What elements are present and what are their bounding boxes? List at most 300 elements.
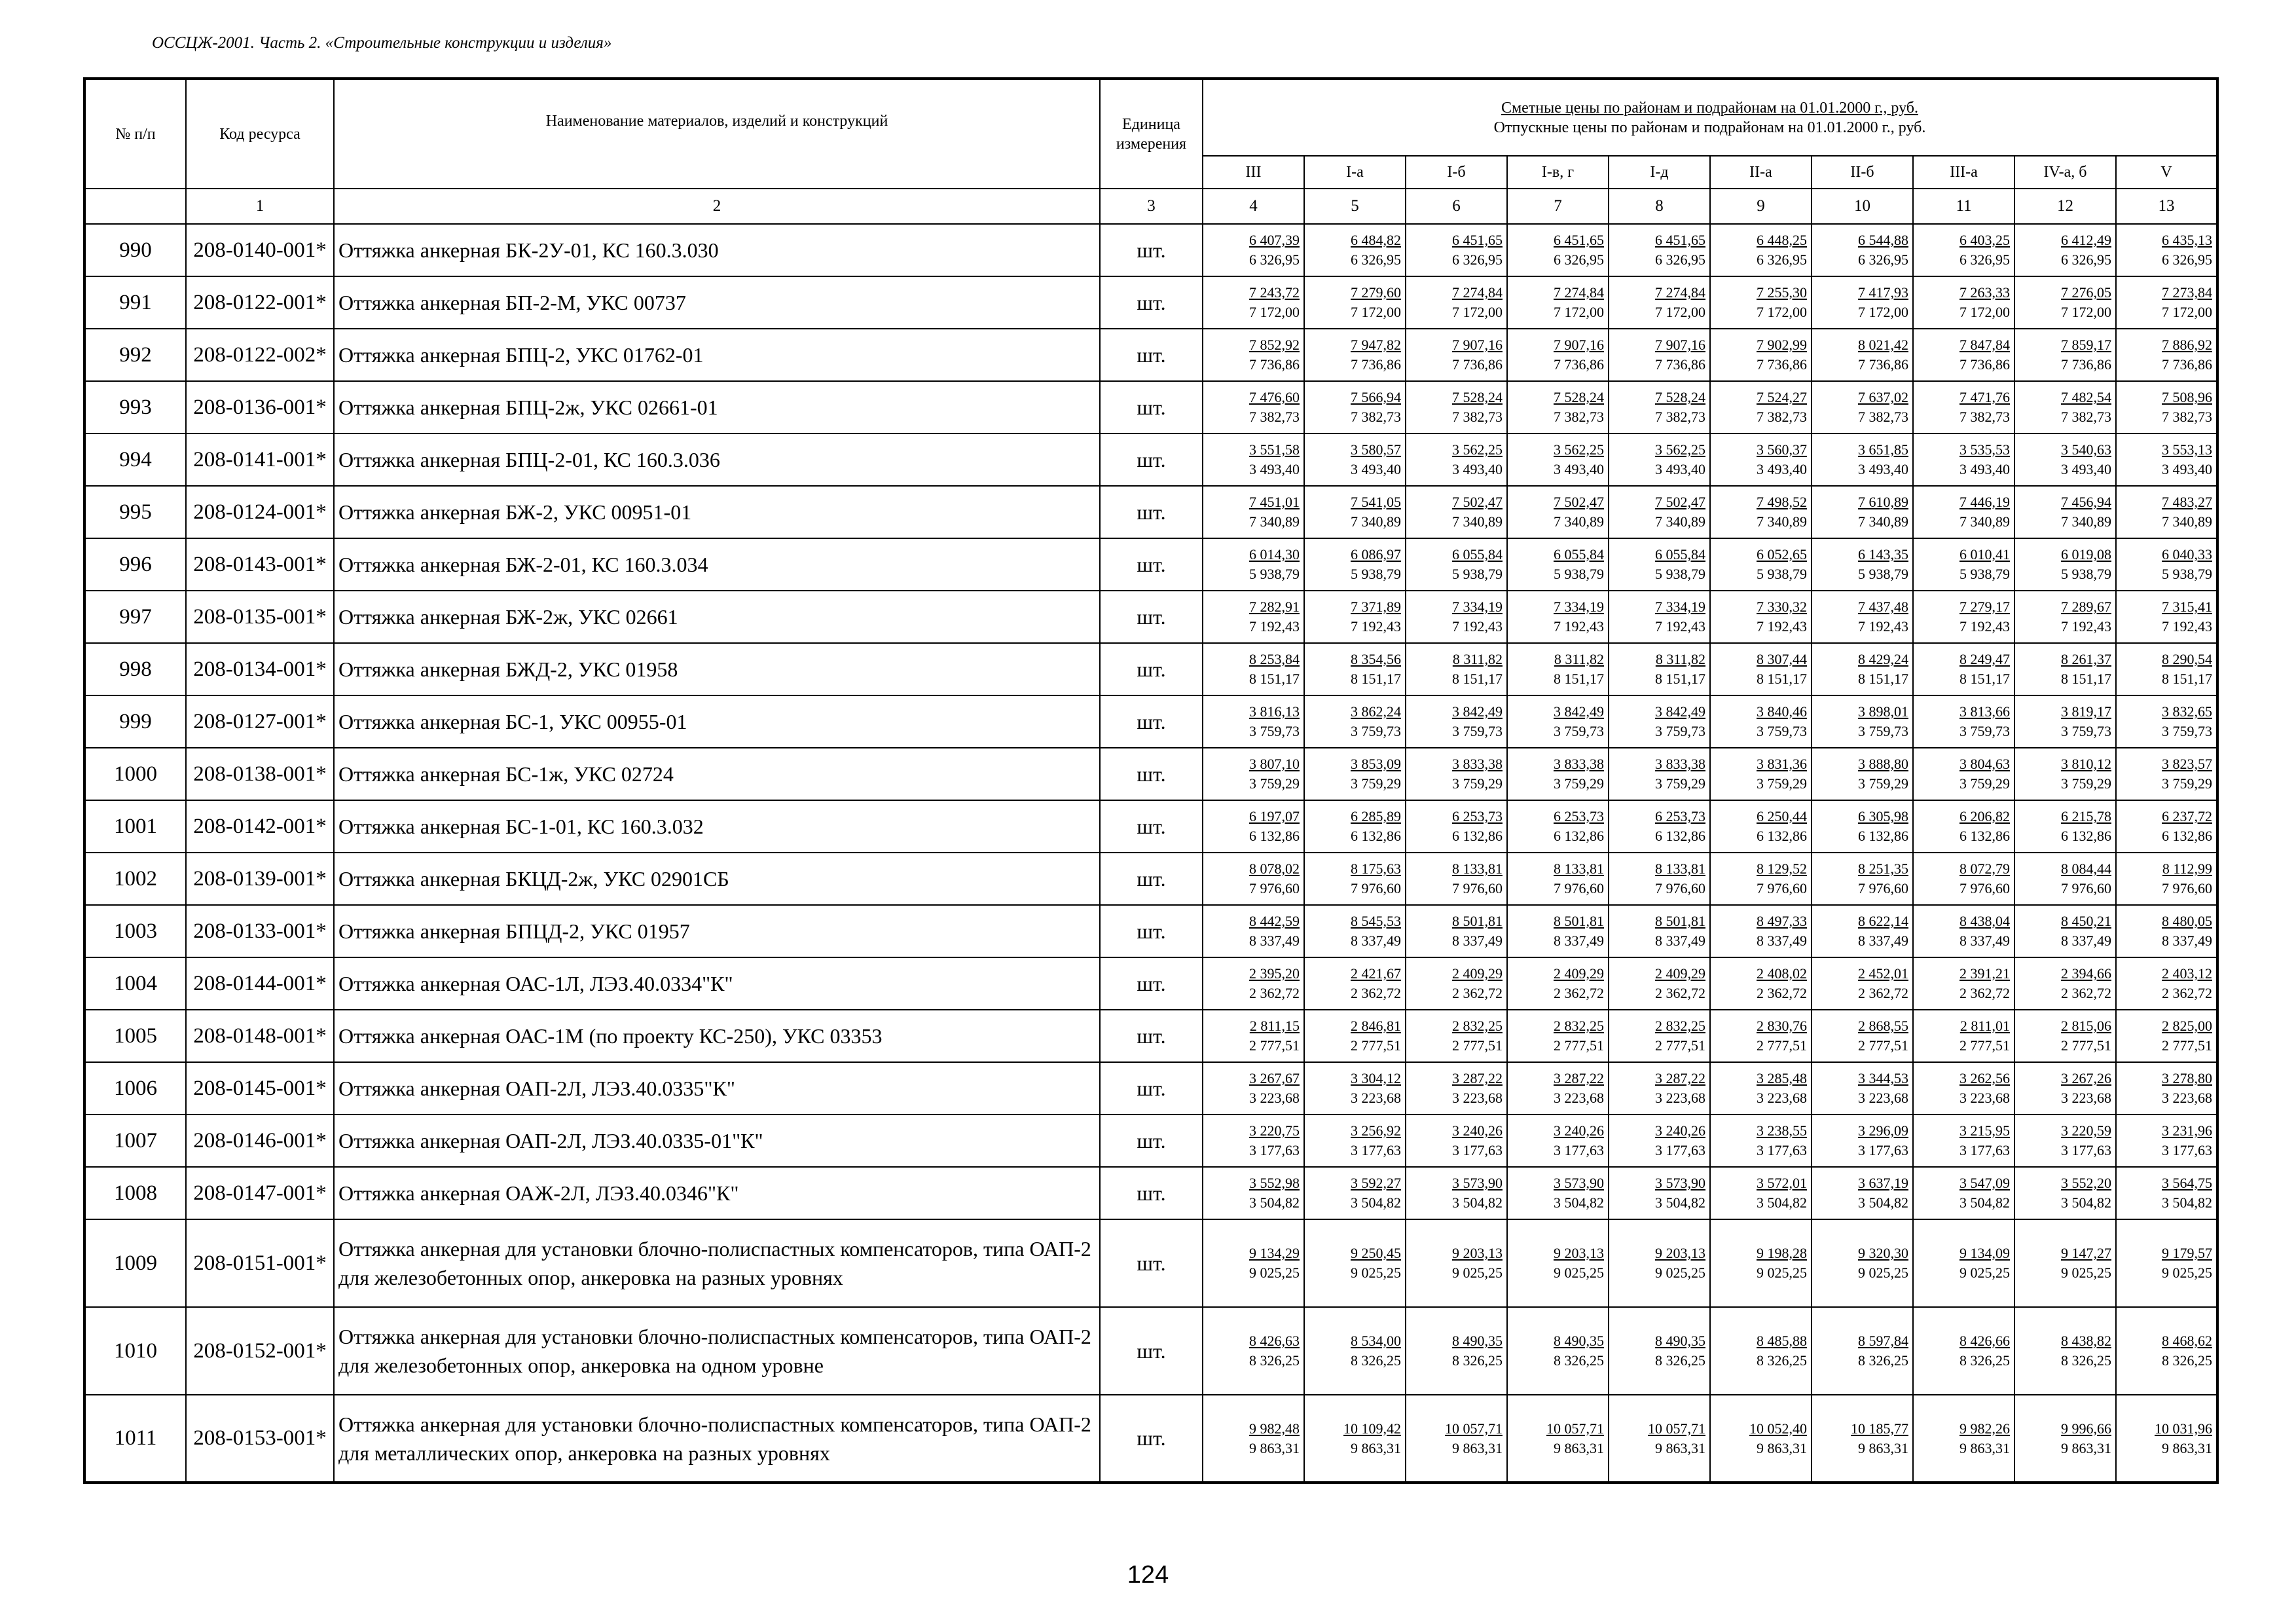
release-price: 2 362,72 <box>1757 985 1807 1001</box>
release-price: 3 223,68 <box>1858 1090 1908 1106</box>
price-cell <box>2014 695 2116 748</box>
estimated-price: 3 287,22 <box>1554 1070 1604 1086</box>
estimated-price: 8 307,44 <box>1757 651 1807 667</box>
release-price: 3 177,63 <box>1452 1142 1503 1158</box>
price-cell <box>1406 224 1507 276</box>
estimated-price: 3 832,65 <box>2162 703 2212 720</box>
header-prices-line1: Сметные цены по районам и подрайонам на 01.01.2000 г., руб. <box>1501 99 1919 117</box>
estimated-price: 2 391,21 <box>1959 965 2010 982</box>
price-cell <box>1304 486 1406 538</box>
release-price: 3 504,82 <box>1351 1194 1401 1211</box>
header-prices-line2: Отпускные цены по районам и подрайонам на 01.01.2000 г., руб. <box>1493 119 1926 136</box>
estimated-price: 7 502,47 <box>1452 494 1503 510</box>
estimated-price: 8 450,21 <box>2061 913 2111 929</box>
estimated-price: 10 109,42 <box>1343 1420 1401 1437</box>
resource-code: 208-0142-001* <box>186 800 334 853</box>
price-cell <box>1609 591 1710 643</box>
price-cell <box>1304 538 1406 591</box>
release-price: 8 337,49 <box>1757 932 1807 949</box>
resource-code: 208-0122-001* <box>186 276 334 329</box>
price-cell <box>1406 591 1507 643</box>
release-price: 7 736,86 <box>2061 356 2111 373</box>
price-cell <box>1304 853 1406 905</box>
release-price: 3 759,29 <box>2162 775 2212 792</box>
header-unit: Единица измерения <box>1100 79 1203 189</box>
price-cell <box>1913 695 2014 748</box>
release-price: 7 976,60 <box>1554 880 1604 896</box>
release-price: 2 777,51 <box>1757 1037 1807 1054</box>
price-cell <box>1913 591 2014 643</box>
row-number: 1001 <box>84 800 186 853</box>
release-price: 6 132,86 <box>2162 828 2212 844</box>
release-price: 3 177,63 <box>1959 1142 2010 1158</box>
release-price: 7 736,86 <box>1452 356 1503 373</box>
release-price: 3 493,40 <box>1452 461 1503 477</box>
release-price: 3 177,63 <box>1858 1142 1908 1158</box>
release-price: 8 326,25 <box>1249 1352 1300 1369</box>
release-price: 9 025,25 <box>2061 1264 2111 1281</box>
release-price: 7 192,43 <box>1452 618 1503 635</box>
row-number: 999 <box>84 695 186 748</box>
unit: шт. <box>1100 538 1203 591</box>
estimated-price: 8 438,82 <box>2061 1333 2111 1349</box>
price-cell <box>1609 1219 1710 1307</box>
table-row <box>84 1219 2217 1307</box>
estimated-price: 7 273,84 <box>2162 284 2212 301</box>
release-price: 3 759,73 <box>1554 723 1604 739</box>
column-number: 7 <box>1507 189 1609 224</box>
price-cell <box>1812 224 1913 276</box>
release-price: 9 863,31 <box>1351 1439 1401 1456</box>
release-price: 3 223,68 <box>1959 1090 2010 1106</box>
estimated-price: 2 452,01 <box>1858 965 1908 982</box>
estimated-price: 3 562,25 <box>1452 441 1503 458</box>
release-price: 6 326,95 <box>1959 251 2010 268</box>
table-row <box>84 1307 2217 1395</box>
estimated-price: 8 354,56 <box>1351 651 1401 667</box>
price-cell <box>1913 905 2014 957</box>
price-cell <box>1203 1062 1304 1115</box>
estimated-price: 9 147,27 <box>2061 1245 2111 1261</box>
row-number: 1009 <box>84 1219 186 1307</box>
price-cell <box>1609 1307 1710 1395</box>
price-cell <box>1406 1395 1507 1483</box>
estimated-price: 3 831,36 <box>1757 756 1807 772</box>
header-region: I-в, г <box>1507 156 1609 189</box>
price-cell <box>1710 224 1812 276</box>
release-price: 9 863,31 <box>1655 1439 1705 1456</box>
header-code: Код ресурса <box>186 79 334 189</box>
price-cell <box>1710 329 1812 381</box>
estimated-price: 6 451,65 <box>1554 232 1604 248</box>
estimated-price: 8 501,81 <box>1655 913 1705 929</box>
release-price: 7 736,86 <box>1655 356 1705 373</box>
estimated-price: 6 544,88 <box>1858 232 1908 248</box>
unit: шт. <box>1100 1219 1203 1307</box>
header-region: II-а <box>1710 156 1812 189</box>
row-number: 1002 <box>84 853 186 905</box>
estimated-price: 3 810,12 <box>2061 756 2111 772</box>
estimated-price: 6 040,33 <box>2162 546 2212 563</box>
release-price: 7 736,86 <box>1351 356 1401 373</box>
release-price: 8 151,17 <box>1351 671 1401 687</box>
estimated-price: 9 982,26 <box>1959 1420 2010 1437</box>
estimated-price: 3 267,26 <box>2061 1070 2111 1086</box>
row-number: 993 <box>84 381 186 434</box>
price-cell <box>1203 591 1304 643</box>
release-price: 3 177,63 <box>1655 1142 1705 1158</box>
release-price: 7 382,73 <box>1554 409 1604 425</box>
item-name: Оттяжка анкерная ОАП-2Л, ЛЭЗ.40.0335"К" <box>334 1062 1100 1115</box>
release-price: 5 938,79 <box>1452 566 1503 582</box>
price-cell <box>1203 276 1304 329</box>
release-price: 3 493,40 <box>1351 461 1401 477</box>
release-price: 3 177,63 <box>2061 1142 2111 1158</box>
estimated-price: 7 334,19 <box>1655 599 1705 615</box>
release-price: 7 172,00 <box>2162 304 2212 320</box>
resource-code: 208-0124-001* <box>186 486 334 538</box>
unit: шт. <box>1100 957 1203 1010</box>
release-price: 2 362,72 <box>1858 985 1908 1001</box>
price-cell <box>1203 1219 1304 1307</box>
table-row <box>84 853 2217 905</box>
estimated-price: 7 541,05 <box>1351 494 1401 510</box>
estimated-price: 8 480,05 <box>2162 913 2212 929</box>
release-price: 2 777,51 <box>1452 1037 1503 1054</box>
estimated-price: 2 403,12 <box>2162 965 2212 982</box>
estimated-price: 6 435,13 <box>2162 232 2212 248</box>
price-cell <box>1812 1307 1913 1395</box>
price-cell <box>1304 381 1406 434</box>
price-cell <box>2014 381 2116 434</box>
estimated-price: 2 830,76 <box>1757 1018 1807 1034</box>
price-cell <box>1304 957 1406 1010</box>
item-name: Оттяжка анкерная БПЦ-2, УКС 01762-01 <box>334 329 1100 381</box>
table-row <box>84 1062 2217 1115</box>
release-price: 3 759,29 <box>1858 775 1908 792</box>
price-cell <box>1609 1395 1710 1483</box>
row-number: 1007 <box>84 1115 186 1167</box>
header-region: II-б <box>1812 156 1913 189</box>
table-row <box>84 224 2217 276</box>
price-cell <box>1710 1219 1812 1307</box>
unit: шт. <box>1100 905 1203 957</box>
price-cell <box>1609 853 1710 905</box>
item-name: Оттяжка анкерная БС-1, УКС 00955-01 <box>334 695 1100 748</box>
price-cell <box>1913 853 2014 905</box>
unit: шт. <box>1100 1395 1203 1483</box>
price-cell <box>1507 1395 1609 1483</box>
release-price: 8 326,25 <box>1452 1352 1503 1369</box>
estimated-price: 2 832,25 <box>1554 1018 1604 1034</box>
release-price: 3 759,29 <box>1655 775 1705 792</box>
release-price: 6 132,86 <box>1757 828 1807 844</box>
release-price: 3 504,82 <box>1452 1194 1503 1211</box>
release-price: 8 326,25 <box>1351 1352 1401 1369</box>
release-price: 8 326,25 <box>1554 1352 1604 1369</box>
unit: шт. <box>1100 1062 1203 1115</box>
release-price: 7 382,73 <box>1452 409 1503 425</box>
resource-code: 208-0144-001* <box>186 957 334 1010</box>
estimated-price: 6 055,84 <box>1452 546 1503 563</box>
column-number: 1 <box>186 189 334 224</box>
estimated-price: 3 813,66 <box>1959 703 2010 720</box>
price-cell <box>1710 538 1812 591</box>
release-price: 9 863,31 <box>1757 1439 1807 1456</box>
estimated-price: 8 501,81 <box>1452 913 1503 929</box>
price-cell <box>1406 434 1507 486</box>
price-cell <box>1406 748 1507 800</box>
price-cell <box>2014 538 2116 591</box>
release-price: 7 976,60 <box>1452 880 1503 896</box>
price-cell <box>1406 1167 1507 1219</box>
price-cell <box>1507 486 1609 538</box>
price-cell <box>2014 276 2116 329</box>
price-cell <box>2014 1115 2116 1167</box>
price-cell <box>1913 748 2014 800</box>
row-number: 996 <box>84 538 186 591</box>
price-cell <box>1710 800 1812 853</box>
price-cell <box>1507 695 1609 748</box>
estimated-price: 6 010,41 <box>1959 546 2010 563</box>
unit: шт. <box>1100 329 1203 381</box>
price-cell <box>2014 957 2116 1010</box>
estimated-price: 3 833,38 <box>1655 756 1705 772</box>
estimated-price: 9 134,09 <box>1959 1245 2010 1261</box>
estimated-price: 6 086,97 <box>1351 546 1401 563</box>
column-number: 12 <box>2014 189 2116 224</box>
estimated-price: 8 501,81 <box>1554 913 1604 929</box>
release-price: 3 759,29 <box>1452 775 1503 792</box>
price-cell <box>2014 643 2116 695</box>
estimated-price: 8 072,79 <box>1959 860 2010 877</box>
item-name: Оттяжка анкерная для установки блочно-полиспастных компенсаторов, типа ОАП-2 для железобетонных опор, анкеровка на одном уровне <box>334 1307 1100 1395</box>
estimated-price: 7 417,93 <box>1858 284 1908 301</box>
table-row <box>84 1010 2217 1062</box>
estimated-price: 7 528,24 <box>1554 389 1604 405</box>
price-cell <box>1507 905 1609 957</box>
estimated-price: 3 552,98 <box>1249 1175 1300 1191</box>
estimated-price: 7 437,48 <box>1858 599 1908 615</box>
price-cell <box>2116 957 2217 1010</box>
price-cell <box>1406 486 1507 538</box>
price-cell <box>1304 591 1406 643</box>
price-cell <box>1812 1219 1913 1307</box>
price-cell <box>1609 1062 1710 1115</box>
estimated-price: 10 052,40 <box>1749 1420 1807 1437</box>
price-cell <box>1304 800 1406 853</box>
price-cell <box>2116 905 2217 957</box>
estimated-price: 7 289,67 <box>2061 599 2111 615</box>
estimated-price: 7 907,16 <box>1655 337 1705 353</box>
column-number: 9 <box>1710 189 1812 224</box>
table-row <box>84 329 2217 381</box>
resource-code: 208-0147-001* <box>186 1167 334 1219</box>
resource-code: 208-0152-001* <box>186 1307 334 1395</box>
price-cell <box>1203 538 1304 591</box>
price-cell <box>1609 957 1710 1010</box>
unit: шт. <box>1100 853 1203 905</box>
estimated-price: 3 842,49 <box>1554 703 1604 720</box>
release-price: 6 326,95 <box>1452 251 1503 268</box>
estimated-price: 3 238,55 <box>1757 1122 1807 1139</box>
row-number: 995 <box>84 486 186 538</box>
estimated-price: 2 394,66 <box>2061 965 2111 982</box>
estimated-price: 3 540,63 <box>2061 441 2111 458</box>
price-cell <box>2014 1010 2116 1062</box>
release-price: 7 382,73 <box>2061 409 2111 425</box>
unit: шт. <box>1100 695 1203 748</box>
estimated-price: 8 311,82 <box>1655 651 1705 667</box>
estimated-price: 3 573,90 <box>1655 1175 1705 1191</box>
estimated-price: 3 551,58 <box>1249 441 1300 458</box>
release-price: 7 172,00 <box>1249 304 1300 320</box>
price-cell <box>1203 853 1304 905</box>
price-cell <box>1203 381 1304 434</box>
price-cell <box>1507 1219 1609 1307</box>
release-price: 7 976,60 <box>2061 880 2111 896</box>
release-price: 9 025,25 <box>1452 1264 1503 1281</box>
estimated-price: 10 185,77 <box>1851 1420 1908 1437</box>
item-name: Оттяжка анкерная для установки блочно-полиспастных компенсаторов, типа ОАП-2 для железобетонных опор, анкеровка на разных уровнях <box>334 1219 1100 1307</box>
estimated-price: 6 237,72 <box>2162 808 2212 824</box>
price-cell <box>1304 1115 1406 1167</box>
estimated-price: 6 250,44 <box>1757 808 1807 824</box>
price-cell <box>1812 800 1913 853</box>
estimated-price: 3 888,80 <box>1858 756 1908 772</box>
release-price: 8 151,17 <box>1554 671 1604 687</box>
resource-code: 208-0136-001* <box>186 381 334 434</box>
estimated-price: 8 249,47 <box>1959 651 2010 667</box>
price-cell <box>1203 1395 1304 1483</box>
release-price: 2 362,72 <box>1655 985 1705 1001</box>
table-row <box>84 591 2217 643</box>
price-cell <box>2116 591 2217 643</box>
price-cell <box>1913 957 2014 1010</box>
release-price: 7 736,86 <box>1858 356 1908 373</box>
release-price: 2 777,51 <box>1858 1037 1908 1054</box>
estimated-price: 3 637,19 <box>1858 1175 1908 1191</box>
item-name: Оттяжка анкерная БС-1-01, КС 160.3.032 <box>334 800 1100 853</box>
release-price: 8 337,49 <box>1655 932 1705 949</box>
estimated-price: 8 175,63 <box>1351 860 1401 877</box>
price-cell <box>1507 538 1609 591</box>
price-cell <box>1203 1307 1304 1395</box>
price-cell <box>1609 1010 1710 1062</box>
estimated-price: 7 276,05 <box>2061 284 2111 301</box>
estimated-price: 2 409,29 <box>1452 965 1503 982</box>
estimated-price: 6 206,82 <box>1959 808 2010 824</box>
price-cell <box>1304 1395 1406 1483</box>
estimated-price: 2 395,20 <box>1249 965 1300 982</box>
release-price: 9 025,25 <box>1249 1264 1300 1281</box>
estimated-price: 3 898,01 <box>1858 703 1908 720</box>
estimated-price: 3 287,22 <box>1452 1070 1503 1086</box>
estimated-price: 2 408,02 <box>1757 965 1807 982</box>
price-cell <box>1507 643 1609 695</box>
price-cell <box>2014 1219 2116 1307</box>
release-price: 9 863,31 <box>1554 1439 1604 1456</box>
estimated-price: 7 263,33 <box>1959 284 2010 301</box>
release-price: 3 493,40 <box>2162 461 2212 477</box>
resource-code: 208-0139-001* <box>186 853 334 905</box>
estimated-price: 3 572,01 <box>1757 1175 1807 1191</box>
estimated-price: 7 508,96 <box>2162 389 2212 405</box>
header-region: I-а <box>1304 156 1406 189</box>
release-price: 3 759,29 <box>2061 775 2111 792</box>
table-row <box>84 1115 2217 1167</box>
release-price: 7 736,86 <box>1959 356 2010 373</box>
header-prices <box>1203 79 2217 156</box>
release-price: 7 192,43 <box>2061 618 2111 635</box>
header-region: III-а <box>1913 156 2014 189</box>
column-number: 11 <box>1913 189 2014 224</box>
estimated-price: 3 267,67 <box>1249 1070 1300 1086</box>
release-price: 3 223,68 <box>2061 1090 2111 1106</box>
price-cell <box>1507 1010 1609 1062</box>
column-number: 5 <box>1304 189 1406 224</box>
estimated-price: 7 279,60 <box>1351 284 1401 301</box>
estimated-price: 7 483,27 <box>2162 494 2212 510</box>
price-cell <box>2116 329 2217 381</box>
estimated-price: 3 552,20 <box>2061 1175 2111 1191</box>
release-price: 2 362,72 <box>1554 985 1604 1001</box>
release-price: 3 223,68 <box>1351 1090 1401 1106</box>
estimated-price: 9 320,30 <box>1858 1245 1908 1261</box>
estimated-price: 8 021,42 <box>1858 337 1908 353</box>
table-row <box>84 695 2217 748</box>
estimated-price: 6 197,07 <box>1249 808 1300 824</box>
estimated-price: 7 274,84 <box>1554 284 1604 301</box>
resource-code: 208-0135-001* <box>186 591 334 643</box>
release-price: 3 493,40 <box>2061 461 2111 477</box>
header-region: I-б <box>1406 156 1507 189</box>
price-cell <box>1609 643 1710 695</box>
release-price: 7 192,43 <box>1351 618 1401 635</box>
estimated-price: 9 203,13 <box>1554 1245 1604 1261</box>
unit: шт. <box>1100 800 1203 853</box>
table-row <box>84 434 2217 486</box>
estimated-price: 7 315,41 <box>2162 599 2212 615</box>
release-price: 9 025,25 <box>1858 1264 1908 1281</box>
estimated-price: 8 442,59 <box>1249 913 1300 929</box>
item-name: Оттяжка анкерная БПЦ-2-01, КС 160.3.036 <box>334 434 1100 486</box>
estimated-price: 3 562,25 <box>1655 441 1705 458</box>
release-price: 3 504,82 <box>1959 1194 2010 1211</box>
price-cell <box>1812 381 1913 434</box>
price-cell <box>1913 1219 2014 1307</box>
price-cell <box>2116 1115 2217 1167</box>
price-cell <box>1812 538 1913 591</box>
price-cell <box>1812 276 1913 329</box>
estimated-price: 8 129,52 <box>1757 860 1807 877</box>
price-cell <box>1507 853 1609 905</box>
release-price: 6 326,95 <box>1757 251 1807 268</box>
release-price: 6 326,95 <box>1249 251 1300 268</box>
price-cell <box>1507 957 1609 1010</box>
estimated-price: 7 907,16 <box>1554 337 1604 353</box>
estimated-price: 6 285,89 <box>1351 808 1401 824</box>
release-price: 8 326,25 <box>1757 1352 1807 1369</box>
item-name: Оттяжка анкерная БПЦ-2ж, УКС 02661-01 <box>334 381 1100 434</box>
estimated-price: 6 055,84 <box>1655 546 1705 563</box>
row-number: 998 <box>84 643 186 695</box>
price-cell <box>1710 276 1812 329</box>
unit: шт. <box>1100 748 1203 800</box>
item-name: Оттяжка анкерная БЖ-2, УКС 00951-01 <box>334 486 1100 538</box>
release-price: 3 223,68 <box>1757 1090 1807 1106</box>
price-cell <box>1609 486 1710 538</box>
